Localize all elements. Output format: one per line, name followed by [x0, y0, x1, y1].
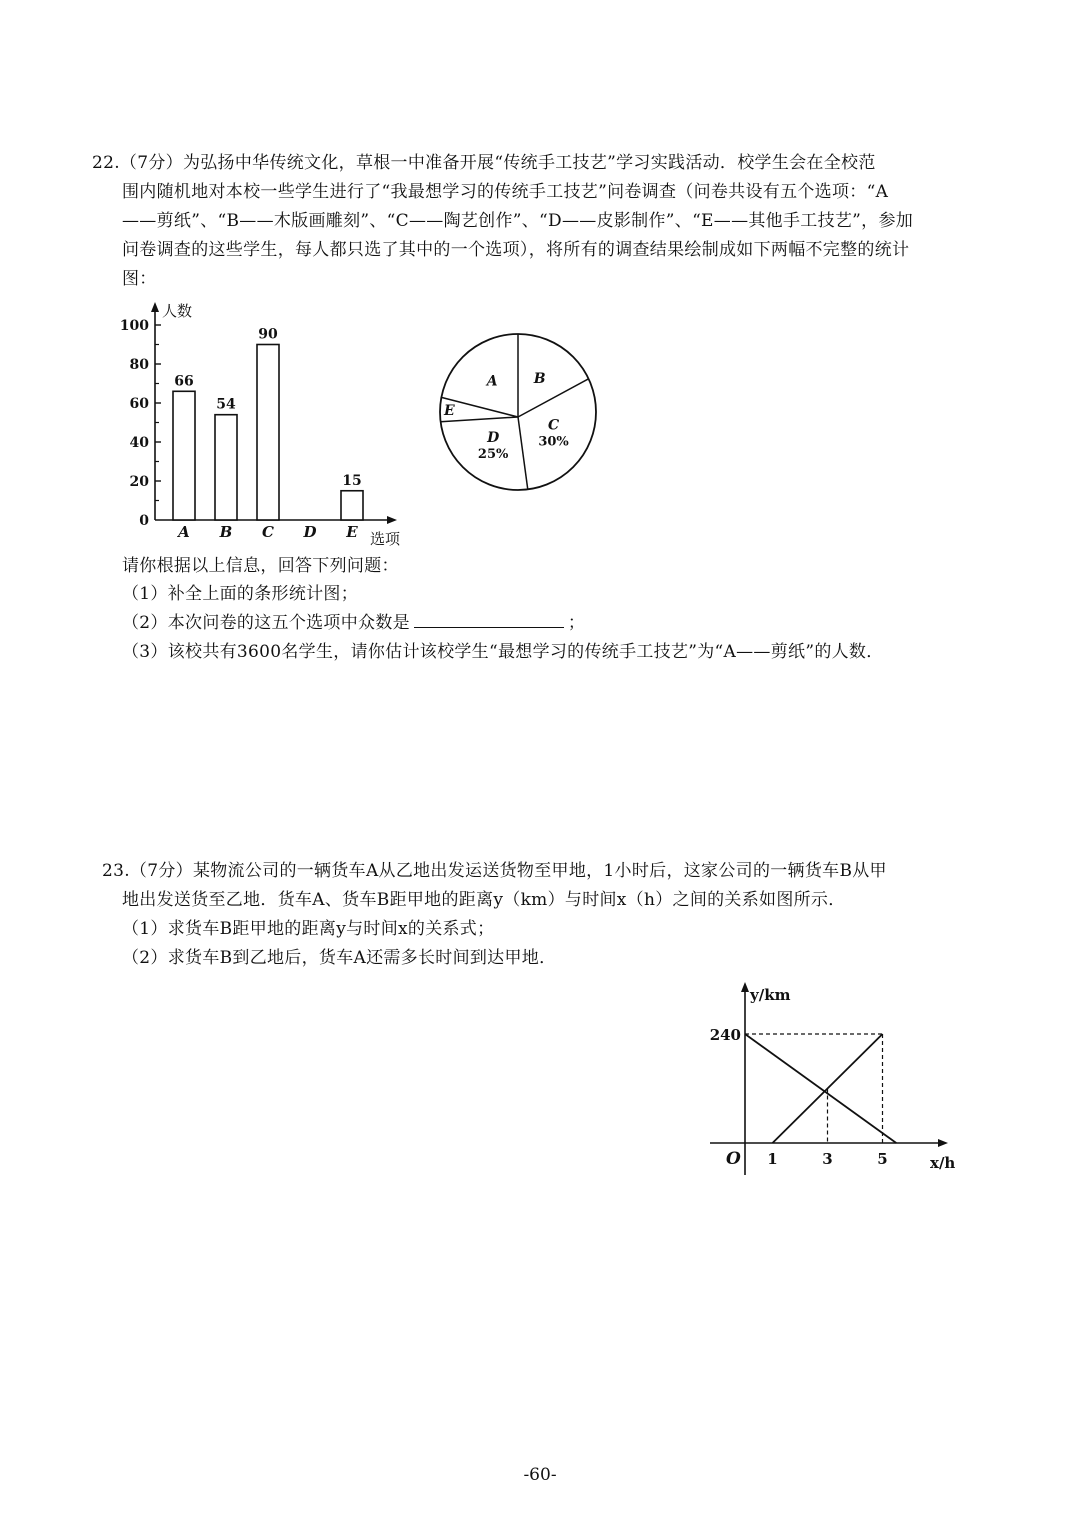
line-x-tick-label: 5 — [877, 1150, 888, 1168]
q22-line-5: 图： — [122, 269, 157, 289]
pie-label-E: E — [444, 402, 455, 419]
line-x-axis-arrow — [938, 1139, 948, 1147]
bar-y-tick-label: 100 — [119, 318, 149, 334]
bar-value-label: 90 — [258, 326, 278, 343]
pie-label-D: D — [487, 430, 500, 447]
bar-C — [257, 345, 279, 521]
pie-pct-D: 25% — [477, 447, 509, 463]
line-x-tick-label: 3 — [822, 1150, 833, 1168]
q22-line-1: 22.（7分）为弘扬中华传统文化，草根一中准备开展“传统手工技艺”学习实践活动．校学生会在全校范 — [92, 153, 876, 173]
q22-line-4: 问卷调查的这些学生，每人都只选了其中的一个选项），将所有的调查结果绘制成如下两幅不完整的统计 — [122, 240, 910, 260]
q22-sub2: （2）本次问卷的这五个选项中众数是 — [122, 613, 410, 633]
q23-sub1: （1）求货车B距甲地的距离y与时间x的关系式； — [122, 919, 495, 939]
line-y-label: y/km — [750, 986, 791, 1004]
q22-prompt: 请你根据以上信息，回答下列问题： — [122, 556, 399, 576]
pie-chart — [438, 330, 608, 500]
q22-sub1: （1）补全上面的条形统计图； — [122, 584, 359, 604]
bar-y-tick-label: 0 — [139, 513, 149, 529]
bar-value-label: 66 — [174, 373, 194, 390]
q22-sub3: （3）该校共有3600名学生，请你估计该校学生“最想学习的传统手工技艺”为“A——剪纸”的人数． — [122, 642, 884, 662]
q23-line-2: 地出发送货至乙地．货车A、货车B距甲地的距离y（km）与时间x（h）之间的关系如图所示． — [122, 890, 846, 910]
q23-line-1: 23.（7分）某物流公司的一辆货车A从乙地出发运送货物至甲地，1小时后，这家公司的一辆货车B从甲 — [102, 861, 887, 881]
answer-blank[interactable] — [414, 611, 564, 628]
bar-category-label: C — [262, 523, 274, 541]
bar-x-axis-arrow — [387, 516, 397, 524]
bar-B — [215, 415, 237, 520]
pie-pct-C: 30% — [538, 434, 569, 450]
line-y-tick-label: 240 — [709, 1026, 741, 1044]
bar-y-tick-label: 60 — [129, 396, 149, 412]
pie-label-C: C — [547, 417, 560, 434]
bar-category-label: D — [303, 523, 317, 541]
bar-y-tick-label: 40 — [129, 435, 149, 451]
line-x-label: x/h — [930, 1154, 956, 1172]
bar-x-label: 选项 — [370, 530, 401, 548]
bar-E — [341, 491, 363, 520]
bar-value-label: 54 — [216, 396, 236, 413]
bar-chart — [110, 300, 410, 550]
bar-value-label: 15 — [342, 472, 362, 489]
q23-sub2: （2）求货车B到乙地后，货车A还需多长时间到达甲地． — [122, 948, 557, 968]
line-y-axis-arrow — [741, 982, 749, 992]
bar-y-tick-label: 20 — [129, 474, 149, 490]
line-truck-A — [745, 1034, 896, 1143]
q22-sub2-end: ； — [567, 613, 586, 633]
origin-label: O — [726, 1149, 741, 1169]
q22-line-3: ——剪纸”、“B——木版画雕刻”、“C——陶艺创作”、“D——皮影制作”、“E——其他手工技艺”，参加 — [122, 211, 914, 231]
line-chart — [700, 980, 970, 1180]
pie-label-B: B — [533, 370, 546, 387]
bar-y-axis-arrow — [151, 302, 159, 312]
page-number: -60- — [523, 1465, 557, 1485]
pie-label-A: A — [486, 373, 498, 390]
bar-category-label: A — [178, 523, 190, 541]
bar-category-label: B — [219, 523, 233, 541]
bar-A — [173, 391, 195, 520]
bar-y-tick-label: 80 — [129, 357, 149, 373]
bar-y-label: 人数 — [162, 302, 193, 320]
line-x-tick-label: 1 — [767, 1150, 778, 1168]
bar-category-label: E — [346, 523, 358, 541]
q22-line-2: 围内随机地对本校一些学生进行了“我最想学习的传统手工技艺”问卷调查（问卷共设有五个选项：“A — [122, 182, 889, 202]
q22-sub2-row — [122, 610, 585, 636]
